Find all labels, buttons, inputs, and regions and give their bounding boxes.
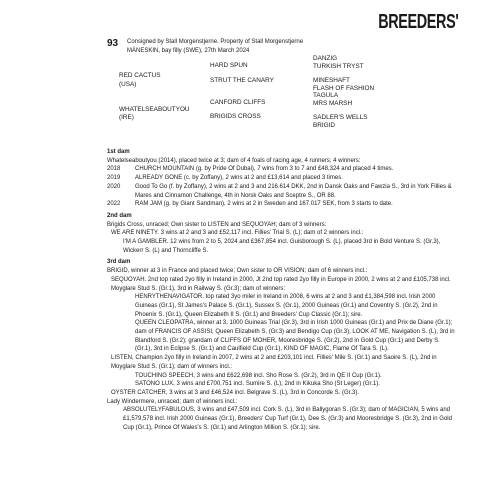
second-dam-entry: WE ARE NINETY. 3 wins at 2 and 3 and £52,117 incl. Fillies' Trial S. (L); dam of 2 winners incl.: — [111, 230, 364, 237]
sire-country: (USA) — [119, 81, 137, 88]
third-dam-entry: SEQUOYAH. 2nd top rated 2yo filly in Ireland in 2000, Jt 2nd top rated 2yo filly in Europe in 2000, 2 wins at 2 and £105,738 incl. Moyglare Stud S. (Gr.1), 3rd in Railway S. (Gr.3); dam of winners: — [111, 276, 451, 292]
third-dam-entry: ABSOLUTELYFABULOUS, 3 wins and £47,509 incl. Cork S. (L), 3rd in Ballygoran S. (Gr.3); dam of MAGICIAN, 5 wins and £1,579,578 incl. Irish 2000 Guineas (Gr.1), Breeders' Cup Turf (Gr.1), Dee S. (Gr.3) and Mooresbridge S. (Gr.3), 2nd in Gold Cup (Gr.1), Prince Of Wales's S. (Gr.1) and Arlington Million S. (Gr.1); sire. — [123, 407, 452, 431]
dam-details — [107, 148, 457, 433]
dam-name: WHATELSEABOUTYOU — [119, 106, 190, 113]
produce-row: 2022 RAM JAM (g. by Giant Sandman), 2 wins at 2 in Sweden and 167.017 SEK, from 3 starts to date. — [107, 201, 393, 208]
second-dam-entry: I'M A GAMBLER. 12 wins from 2 to 5, 2024 and £367,854 incl. Guisborough S. (L), placed 3rd in Bold Venture S. (Gr.3), Wickerr S. (L) and Thorncliffe S. — [123, 239, 441, 254]
dam-sire: CANFORD CLIFFS — [210, 99, 266, 106]
produce-row: 2019 ALREADY GONE (c. by Zoffany), 2 wins at 2 and £13,614 and placed 3 times. — [107, 175, 343, 182]
third-dam-entry: OYSTER CATCHER, 3 wins at 3 and £46,524 incl. Belgrave S. (L), 3rd in Concorde S. (Gr.3). — [111, 389, 359, 396]
third-dam-entry: SATONO LUX, 3 wins and £700,751 incl. Sumire S. (L), 2nd in Kikuka Sho (St Leger) (Gr.1). — [135, 381, 380, 388]
sire-dam: STRUT THE CANARY — [210, 77, 274, 84]
produce-row: 2020 Good To Go (f. by Zoffany), 2 wins at 2 and 3 and 216.614 DKK, 2nd in Dansk Oaks and Fawzia S., 3rd in York Fillies & Mares and Cinnamon Challenge, 4th in Norsk Oaks and Sceptre S., OR 88. — [107, 183, 452, 199]
third-dam-heading: 3rd dam — [107, 259, 131, 266]
third-dam-entry: QUEEN CLEOPATRA, winner at 3, 1000 Guineas Trial (Gr.3), 3rd in Irish 1000 Guineas (Gr.1) and Prix de Diane (Gr.1); dam of FRANCIS OF ASSISI, Queen Elizabeth S. (Gr.3) and Bendigo Cup (Gr.3), LOOK AT ME, Navigation S. (L), 3rd in Blandford S. (Gr.2); grandam of CLIFFS OF MOHER, Mooresbridge S. (Gr.2), 2nd in Gold Cup (Gr.1) and Derby S. (Gr.1), 3rd in Eclipse S. (Gr.1) and Caulfield Cup (Gr.1), KIND OF MAGIC, Flame Of Tara S. (L). — [135, 320, 455, 353]
sire-sire: HARD SPUN — [210, 62, 248, 69]
first-dam-intro: Whatelseaboutyou (2014), placed twice at 3; dam of 4 foals of racing age, 4 runners; 4 winners: — [107, 157, 361, 164]
dam-sire-dam: MRS MARSH — [313, 100, 353, 107]
second-dam-intro: Brigids Cross, unraced; Own sister to LISTEN and SEQUOYAH; dam of 3 winners: — [107, 221, 327, 228]
dam-sire-sire: TAGULA — [313, 92, 339, 99]
breeders-logo: BREEDERS' — [377, 11, 458, 33]
sire-sire-sire: DANZIG — [313, 55, 338, 62]
horse-line: MÄNESKIN, bay filly (SWE), 27th March 2024 — [127, 47, 250, 54]
third-dam-entry: LISTEN, Champion 2yo filly in Ireland in 2007, 2 wins at 2 and £203,101 incl. Fillies' Mile S. (Gr.1) and Saoire S. (L), 2nd in Moyglare Stud S. (Gr.1); dam of winners incl.: — [111, 355, 437, 370]
dam-dam-dam: BRIGID — [313, 122, 336, 129]
sire-dam-dam: FLASH OF FASHION — [313, 85, 375, 92]
third-dam-intro: BRIGID, winner at 3 in France and placed twice; Own sister to OR VISION; dam of 6 winners incl.: — [107, 268, 368, 275]
consignment-info — [127, 38, 457, 55]
sire-dam-sire: MINESHAFT — [313, 77, 350, 84]
dam-country: (IRE) — [119, 114, 134, 121]
dam-dam: BRIGIDS CROSS — [210, 113, 261, 120]
second-dam-heading: 2nd dam — [107, 212, 132, 219]
consignor-line: Consigned by Stall Morgenstjerne. Property of Stall Morgenstjerne — [127, 39, 304, 45]
lot-number: 93 — [107, 38, 119, 49]
dam-dam-sire: SADLER'S WELLS — [313, 114, 368, 121]
third-dam-entry: TOUCHING SPEECH, 3 wins and £622,698 incl. Sho Rose S. (Gr.2), 3rd in QE II Cup (Gr.1). — [135, 372, 382, 379]
third-dam-entry: Lady Windermere, unraced; dam of winners incl.: — [107, 398, 238, 405]
third-dam-entry: HENRYTHENAVIGATOR. top rated 3yo miler in Ireland in 2008, 6 wins at 2 and 3 and £1,384,598 incl. Irish 2000 Guineas (Gr.1), St James's Palace S. (Gr.1), Sussex S. (Gr.1), 2000 Guineas (Gr.1) and Coventry S. (Gr.2), 2nd in Phoenix S. (Gr.1), Queen Elizabeth II S. (Gr.1) and Breeders' Cup Classic (Gr.1); sire. — [135, 294, 438, 318]
sire-name: RED CACTUS — [119, 72, 161, 79]
sire-sire-dam: TURKISH TRYST — [313, 63, 364, 70]
first-dam-heading: 1st dam — [107, 149, 130, 155]
produce-row: 2018 CHURCH MOUNTAIN (g. by Pride Of Dubai), 7 wins from 3 to 7 and £48,324 and placed 4 times. — [107, 166, 394, 173]
